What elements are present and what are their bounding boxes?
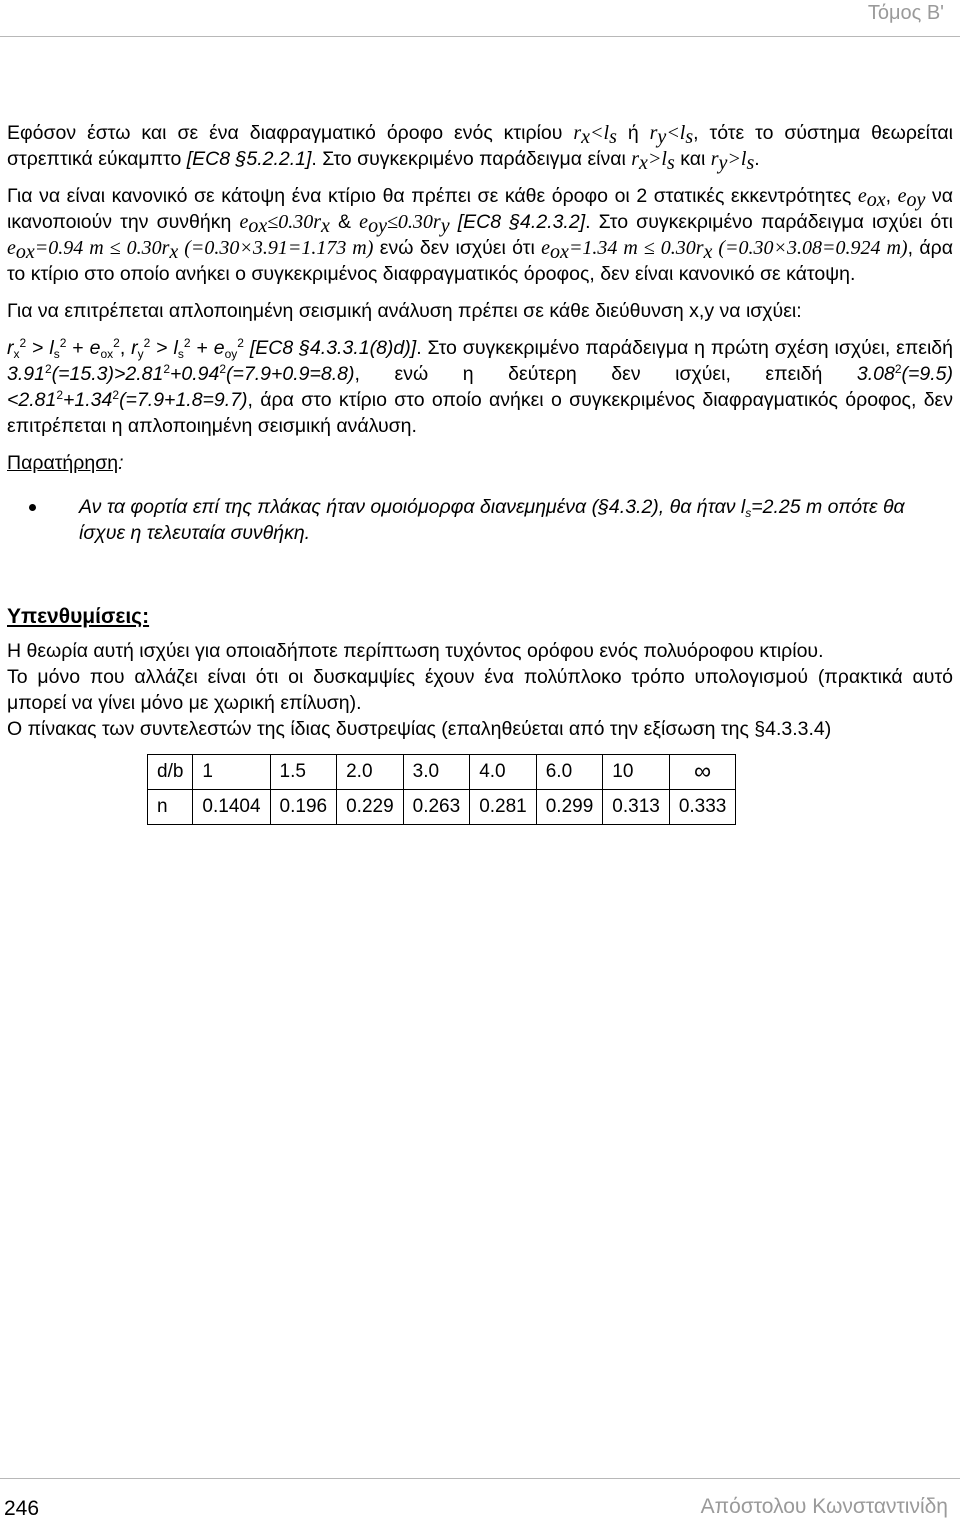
paragraph-torsional-flexibility: Εφόσον έστω και σε ένα διαφραγματικό όροφο ενός κτιρίου $r_x<l_s$ ή $r_y<l_s$, τότε το σύστημα θεωρείται στρεπτικά εύκαμπτο [EC8 §5.2.2.1]. Στο συγκεκριμένο παράδειγμα είναι $r_x>l_s$ και $r_y>l_s$. <box>7 122 953 174</box>
table-cell: ∞ <box>669 755 736 790</box>
table-row <box>148 790 736 825</box>
table-row <box>148 755 736 790</box>
table-cell: 6.0 <box>536 755 603 790</box>
table-cell: 0.196 <box>270 790 337 825</box>
footer-author: Απόστολου Κωνσταντινίδη <box>700 1495 948 1518</box>
paragraph-simplified-analysis: Για να επιτρέπεται απλοποιημένη σεισμική ανάλυση πρέπει σε κάθε διεύθυνση x,y να ισχύει: <box>7 300 802 322</box>
table-cell: 0.333 <box>669 790 736 825</box>
footer-rule <box>0 1478 960 1479</box>
table-cell: 0.281 <box>470 790 537 825</box>
torsion-coefficients-table <box>147 754 736 825</box>
table-cell: 1 <box>193 755 270 790</box>
code-reference: [EC8 §4.2.3.2] <box>449 211 586 233</box>
code-reference: [EC8 §5.2.2.1] <box>186 148 312 170</box>
table-cell: n <box>148 790 193 825</box>
page-number: 246 <box>4 1497 40 1520</box>
table-cell: 2.0 <box>337 755 404 790</box>
paragraph-conditions: $r_x^2 > l_s^2 + e_{ox}^2$, $r_y^2 > l_s^2 + e_{oy}^2$ [EC8 §4.3.3.1(8)d)]. Στο συγκεκριμένο παράδειγμα η πρώτη σχέση ισχύει, επειδή $3.91^2(=15.3)>2.81^2+0.94^2(=7.9+0.9=8.8)$, ενώ η δεύτερη δεν ισχύει, επειδή $3.08^2(=9.5)<2.81^2+1.34^2(=7.9+1.8=9.7)$, άρα στο κτίριο στο οποίο ανήκει ο συγκεκριμένος διαφραγματικός όροφος, δεν επιτρέπεται η απλοποιημένη σεισμική ανάλυση. <box>7 336 954 437</box>
table-cell: 10 <box>603 755 670 790</box>
table-cell: 0.313 <box>603 790 670 825</box>
note-label: Παρατήρηση: <box>7 452 124 474</box>
bullet-dot-icon <box>29 504 36 511</box>
reminders-section <box>7 638 953 742</box>
reminder-paragraph-1: Η θεωρία αυτή ισχύει για οποιαδήποτε περίπτωση τυχόντος ορόφου ενός πολυόροφου κτιρίου. <box>7 640 824 662</box>
table-cell: 4.0 <box>470 755 537 790</box>
reminder-paragraph-2: Το μόνο που αλλάζει είναι ότι οι δυσκαμψίες έχουν ένα πολύπλοκο τρόπο υπολογισμού (πρακτικά αυτό μπορεί να γίνει μόνο με χωρική επίλυση). <box>7 666 953 714</box>
table-cell: 0.1404 <box>193 790 270 825</box>
code-reference: [EC8 §4.3.3.1(8)d)] <box>243 337 417 359</box>
table-cell: 1.5 <box>270 755 337 790</box>
table-cell: d/b <box>148 755 193 790</box>
page-header-title: Τόμος Β' <box>867 2 944 24</box>
table-cell: 0.263 <box>403 790 470 825</box>
reminder-paragraph-3: Ο πίνακας των συντελεστών της ίδιας δυστρεψίας (επαληθεύεται από την εξίσωση της §4.3.3.4) <box>7 718 832 740</box>
table-cell: 3.0 <box>403 755 470 790</box>
reminders-heading: Υπενθυμίσεις: <box>7 605 150 628</box>
bullet-item: Αν τα φορτία επί της πλάκας ήταν ομοιόμορφα διανεμημένα (§4.3.2), θα ήταν $l_s=2.25$ m οπότε θα ίσχυε η τελευταία συνθήκη. <box>7 494 953 546</box>
page-body <box>7 120 953 825</box>
table-cell: 0.229 <box>337 790 404 825</box>
paragraph-plan-regularity: Για να είναι κανονικό σε κάτοψη ένα κτίριο θα πρέπει σε κάθε όροφο οι 2 στατικές εκκεντρότητες $e_{ox}$, $e_{oy}$ να ικανοποιούν την συνθήκη $e_{ox}\le 0.30r_x$ & $e_{oy}\le 0.30r_y$ [EC8 §4.2.3.2]. Στο συγκεκριμένο παράδειγμα ισχύει ότι $e_{ox}=0.94$ $m \le 0.30r_x$ (=0.30×3.91=1.173 m) ενώ δεν ισχύει ότι $e_{ox}=1.34$ $m \le 0.30r_x$ (=0.30×3.08=0.924 m), άρα το κτίριο στο οποίο ανήκει ο συγκεκριμένος διαφραγματικός όροφος, δεν είναι κανονικό σε κάτοψη. <box>7 185 954 285</box>
table-cell: 0.299 <box>536 790 603 825</box>
header-rule <box>0 36 960 37</box>
